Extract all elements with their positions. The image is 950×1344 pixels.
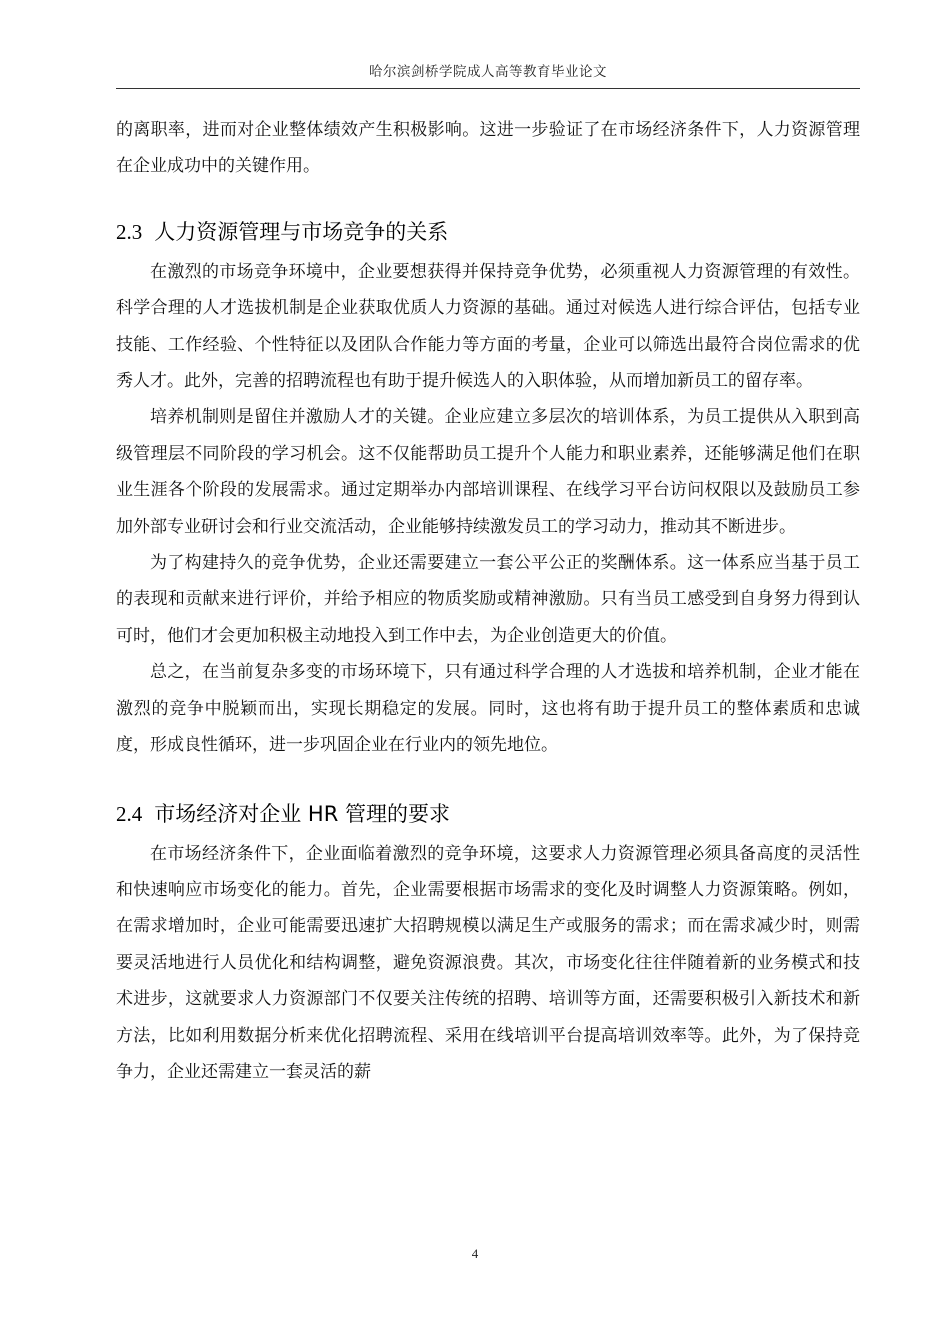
paragraph: 在市场经济条件下，企业面临着激烈的竞争环境，这要求人力资源管理必须具备高度的灵活性和快速响应市场变化的能力。首先，企业需要根据市场需求的变化及时调整人力资源策略。例如，在需求增加时，企业可能需要迅速扩大招聘规模以满足生产或服务的需求；而在需求减少时，则需要灵活地进行人员优化和结构调整，避免资源浪费。其次，市场变化往往伴随着新的业务模式和技术进步，这就要求人力资源部门不仅要关注传统的招聘、培训等方面，还需要积极引入新技术和新方法，比如利用数据分析来优化招聘流程、采用在线培训平台提高培训效率等。此外，为了保持竞争力，企业还需建立一套灵活的薪	[116, 843, 860, 1082]
section-title: 市场经济对企业 HR 管理的要求	[154, 801, 450, 826]
section-heading-2-4	[116, 799, 860, 829]
continuation-paragraph: 的离职率，进而对企业整体绩效产生积极影响。这进一步验证了在市场经济条件下，人力资源管理在企业成功中的关键作用。	[116, 120, 860, 177]
body-text	[116, 112, 860, 1090]
running-header: 哈尔滨剑桥学院成人高等教育毕业论文	[369, 64, 607, 80]
header-rule	[116, 88, 860, 89]
paragraph: 总之，在当前复杂多变的市场环境下，只有通过科学合理的人才选拔和培养机制，企业才能在激烈的竞争中脱颖而出，实现长期稳定的发展。同时，这也将有助于提升员工的整体素质和忠诚度，形成良性循环，进一步巩固企业在行业内的领先地位。	[116, 662, 860, 756]
section-number: 2.4	[116, 801, 143, 826]
paragraph: 为了构建持久的竞争优势，企业还需要建立一套公平公正的奖酬体系。这一体系应当基于员工的表现和贡献来进行评价，并给予相应的物质奖励或精神激励。只有当员工感受到自身努力得到认可时，他们才会更加积极主动地投入到工作中去，为企业创造更大的价值。	[116, 553, 860, 646]
section-title: 人力资源管理与市场竞争的关系	[154, 219, 449, 244]
page-number: 4	[471, 1246, 479, 1261]
section-number: 2.3	[116, 219, 143, 244]
paragraph: 培养机制则是留住并激励人才的关键。企业应建立多层次的培训体系，为员工提供从入职到高级管理层不同阶段的学习机会。这不仅能帮助员工提升个人能力和职业素养，还能够满足他们在职业生涯各个阶段的发展需求。通过定期举办内部培训课程、在线学习平台访问权限以及鼓励员工参加外部专业研讨会和行业交流活动，企业能够持续激发员工的学习动力，推动其不断进步。	[116, 407, 860, 537]
section-heading-2-3	[116, 217, 860, 247]
paragraph: 在激烈的市场竞争环境中，企业要想获得并保持竞争优势，必须重视人力资源管理的有效性。科学合理的人才选拔机制是企业获取优质人力资源的基础。通过对候选人进行综合评估，包括专业技能、工作经验、个性特征以及团队合作能力等方面的考量，企业可以筛选出最符合岗位需求的优秀人才。此外，完善的招聘流程也有助于提升候选人的入职体验，从而增加新员工的留存率。	[116, 261, 860, 392]
